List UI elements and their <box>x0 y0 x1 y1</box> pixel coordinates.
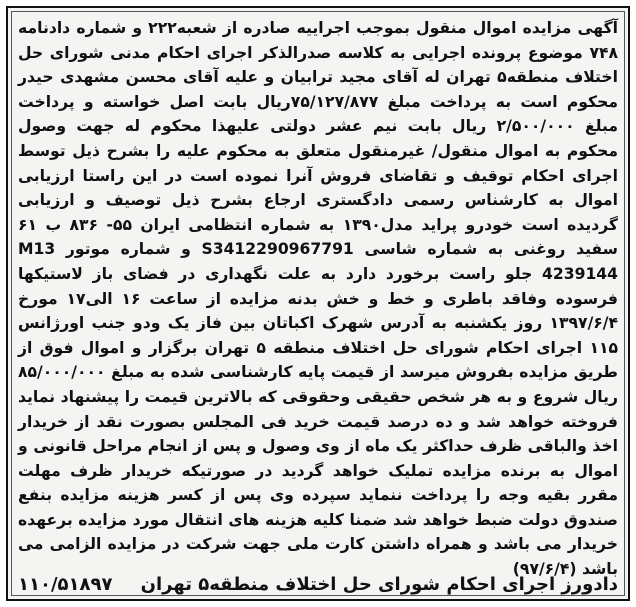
auction-notice <box>6 6 630 601</box>
notice-footer <box>18 574 618 595</box>
notice-reference-number: ۱۱۰/۵۱۸۹۷ <box>18 574 113 595</box>
notice-body-text: آگهی مزایده اموال منقول بموجب اجراییه صادره از شعبه۲۲۲ و شماره دادنامه ۷۴۸ موضوع پرونده اجرایی به کلاسه صدرالذکر اجرای احکام مدنی شورای حل اختلاف منطقه۵ تهران له آقای مجید ترابیان و علیه آقای محسن مشهدی حیدر محکوم است به پرداخت مبلغ ۷۵/۱۲۷/۸۷۷ریال بابت اصل خواسته و پرداخت مبلغ ۲/۵۰۰/۰۰۰ ریال بابت نیم عشر دولتی علیهذا محکوم له جهت وصول محکوم به اموال منقول/ غیرمنقول متعلق به محکوم علیه را بشرح ذیل توسط اجرای احکام توقیف و تقاضای فروش آنرا نموده است در این راستا ارزیابی اموال به کارشناس رسمی دادگستری ارجاع بشرح ذیل توصیف و ارزیابی گردیده است خودرو پراید مدل۱۳۹۰ به شماره انتظامی ایران ۵۵- ۸۳۶ ب ۶۱ سفید روغنی به شماره شاسی S3412290967791 و شماره موتور M13 4239144 جلو راست برخورد دارد به علت نگهداری در فضای باز لاستیکها فرسوده وفاقد باطری و خط و خش بدنه مزایده از ساعت ۱۶ الی۱۷ مورخ ۱۳۹۷/۶/۴ روز یکشنبه به آدرس شهرک اکباتان بین فاز یک ودو جنب اورژانس ۱۱۵ اجرای احکام شورای حل اختلاف منطقه ۵ تهران برگزار و اموال فوق از طریق مزایده بفروش میرسد از قیمت پایه کارشناسی شده به مبلغ ۸۵/۰۰۰/۰۰۰ ریال شروع و به هر شخص حقیقی وحقوقی که بالاترین قیمت را پیشنهاد نماید فروخته خواهد شد و ده درصد قیمت خرید فی المجلس بصورت نقد از خریدار اخذ والباقی ظرف حداکثر یک ماه از وی وصول و پس از انجام مراحل قانونی و اموال به برنده مزایده تملیک خواهد گردید در صورتیکه خریدار ظرف مهلت مقرر بقیه وجه را پرداخت ننماید سپرده وی پس از کسر هزینه مزایده بنفع صندوق دولت ضبط خواهد شد ضمنا کلیه هزینه های انتقال مورد مزایده برعهده خریدار می باشد و همراه داشتن کارت ملی جهت شرکت در مزایده الزامی می باشد (۹۷/۶/۴) <box>18 19 619 579</box>
notice-issuer: دادورز اجرای احکام شورای حل اختلاف منطقه۵ تهران <box>140 574 618 595</box>
